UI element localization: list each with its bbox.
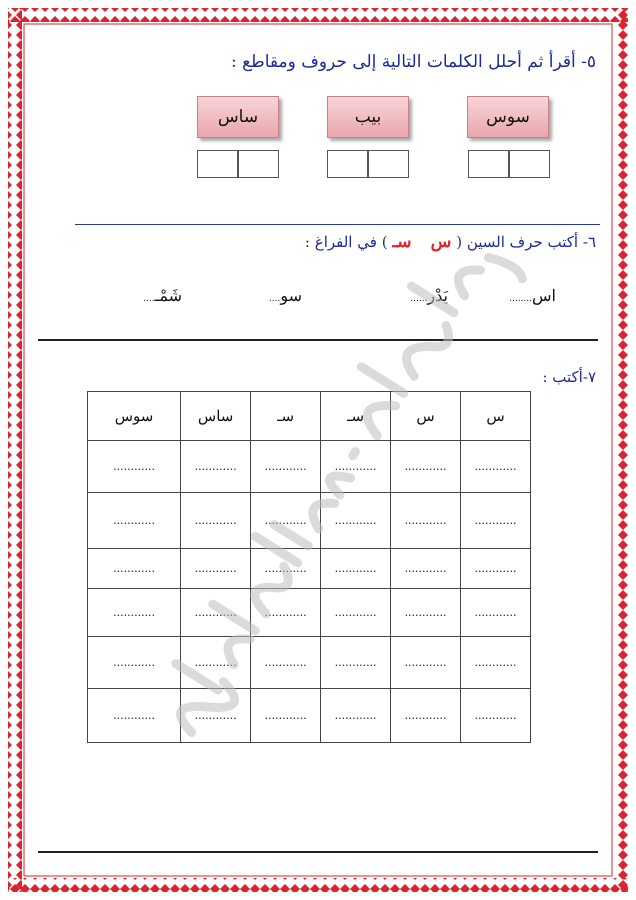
fill-word-3-text: سو — [280, 286, 302, 305]
writing-cell[interactable]: ............ — [391, 493, 461, 549]
writing-cell[interactable]: ............ — [251, 589, 321, 637]
writing-cell[interactable]: ............ — [321, 493, 391, 549]
writing-table — [87, 391, 531, 743]
writing-cell[interactable]: ............ — [88, 689, 181, 743]
writing-cell[interactable]: ............ — [181, 549, 251, 589]
word-card-1: سوس — [467, 96, 549, 138]
word-card-3: ساس — [197, 96, 279, 138]
writing-cell[interactable]: ............ — [181, 493, 251, 549]
section-divider-2 — [38, 339, 598, 341]
writing-cell[interactable]: ............ — [251, 689, 321, 743]
bottom-divider — [38, 851, 598, 853]
table-row — [88, 549, 531, 589]
close-paren: ) — [381, 233, 388, 251]
table-header-cell: ساس — [181, 392, 251, 441]
writing-cell[interactable]: ............ — [391, 637, 461, 689]
writing-cell[interactable]: ............ — [321, 589, 391, 637]
table-header-cell: سـ — [251, 392, 321, 441]
fill-word-3-blank: .... — [268, 294, 281, 304]
writing-cell[interactable]: ............ — [321, 637, 391, 689]
fill-word-1-text: اس — [532, 286, 556, 305]
exercise-5-title: ٥- أقرأ ثم أحلل الكلمات التالية إلى حروف ومقاطع : — [230, 52, 596, 72]
writing-cell[interactable]: ............ — [461, 589, 531, 637]
writing-cell[interactable]: ............ — [461, 493, 531, 549]
writing-cell[interactable]: ............ — [391, 689, 461, 743]
exercise-6-suffix: في الفراغ : — [304, 233, 377, 251]
writing-cell[interactable]: ............ — [391, 441, 461, 493]
fill-word-2[interactable] — [410, 286, 448, 305]
writing-cell[interactable]: ............ — [391, 589, 461, 637]
fill-word-1-blank: ........ — [509, 294, 533, 304]
writing-cell[interactable]: ............ — [321, 549, 391, 589]
writing-cell[interactable]: ............ — [181, 689, 251, 743]
table-row — [88, 689, 531, 743]
writing-cell[interactable]: ............ — [461, 637, 531, 689]
table-header-row — [88, 392, 531, 441]
writing-cell[interactable]: ............ — [88, 441, 181, 493]
fill-word-4-blank: .... — [143, 294, 155, 304]
fill-word-2-blank: ...... — [410, 294, 428, 304]
section-divider — [75, 224, 600, 225]
writing-cell[interactable]: ............ — [251, 637, 321, 689]
fill-word-2-text: يَدْر — [427, 286, 448, 305]
fill-word-4[interactable] — [143, 286, 182, 305]
table-header-cell: س — [461, 392, 531, 441]
open-paren: ( — [456, 233, 463, 251]
exercise-6-prefix: ٦- أكتب حرف السين — [466, 233, 596, 251]
exercise-7-title: ٧-أكتب : — [542, 368, 596, 386]
table-header-cell: سوس — [88, 392, 181, 441]
writing-cell[interactable]: ............ — [391, 549, 461, 589]
table-row — [88, 493, 531, 549]
writing-cell[interactable]: ............ — [88, 637, 181, 689]
writing-cell[interactable]: ............ — [181, 441, 251, 493]
letter-form-isolated: س — [430, 232, 452, 252]
writing-cell[interactable]: ............ — [461, 441, 531, 493]
fill-word-3[interactable] — [269, 286, 302, 305]
table-row — [88, 589, 531, 637]
fill-word-4-text: شَمْـ — [154, 286, 182, 305]
word-card-2: بيب — [327, 96, 409, 138]
fill-word-1[interactable] — [509, 286, 556, 305]
table-row — [88, 441, 531, 493]
writing-cell[interactable]: ............ — [251, 441, 321, 493]
syllable-boxes-3[interactable] — [197, 150, 279, 178]
writing-cell[interactable]: ............ — [88, 493, 181, 549]
writing-cell[interactable]: ............ — [321, 441, 391, 493]
writing-cell[interactable]: ............ — [251, 493, 321, 549]
writing-cell[interactable]: ............ — [88, 549, 181, 589]
writing-cell[interactable]: ............ — [321, 689, 391, 743]
writing-cell[interactable]: ............ — [181, 637, 251, 689]
table-header-cell: سـ — [321, 392, 391, 441]
writing-cell[interactable]: ............ — [88, 589, 181, 637]
writing-cell[interactable]: ............ — [461, 689, 531, 743]
letter-form-initial: سـ — [392, 232, 412, 252]
syllable-boxes-1[interactable] — [468, 150, 550, 178]
writing-cell[interactable]: ............ — [251, 549, 321, 589]
table-row — [88, 637, 531, 689]
exercise-6-title — [305, 232, 596, 252]
syllable-boxes-2[interactable] — [327, 150, 409, 178]
writing-cell[interactable]: ............ — [461, 549, 531, 589]
writing-cell[interactable]: ............ — [181, 589, 251, 637]
table-header-cell: س — [391, 392, 461, 441]
